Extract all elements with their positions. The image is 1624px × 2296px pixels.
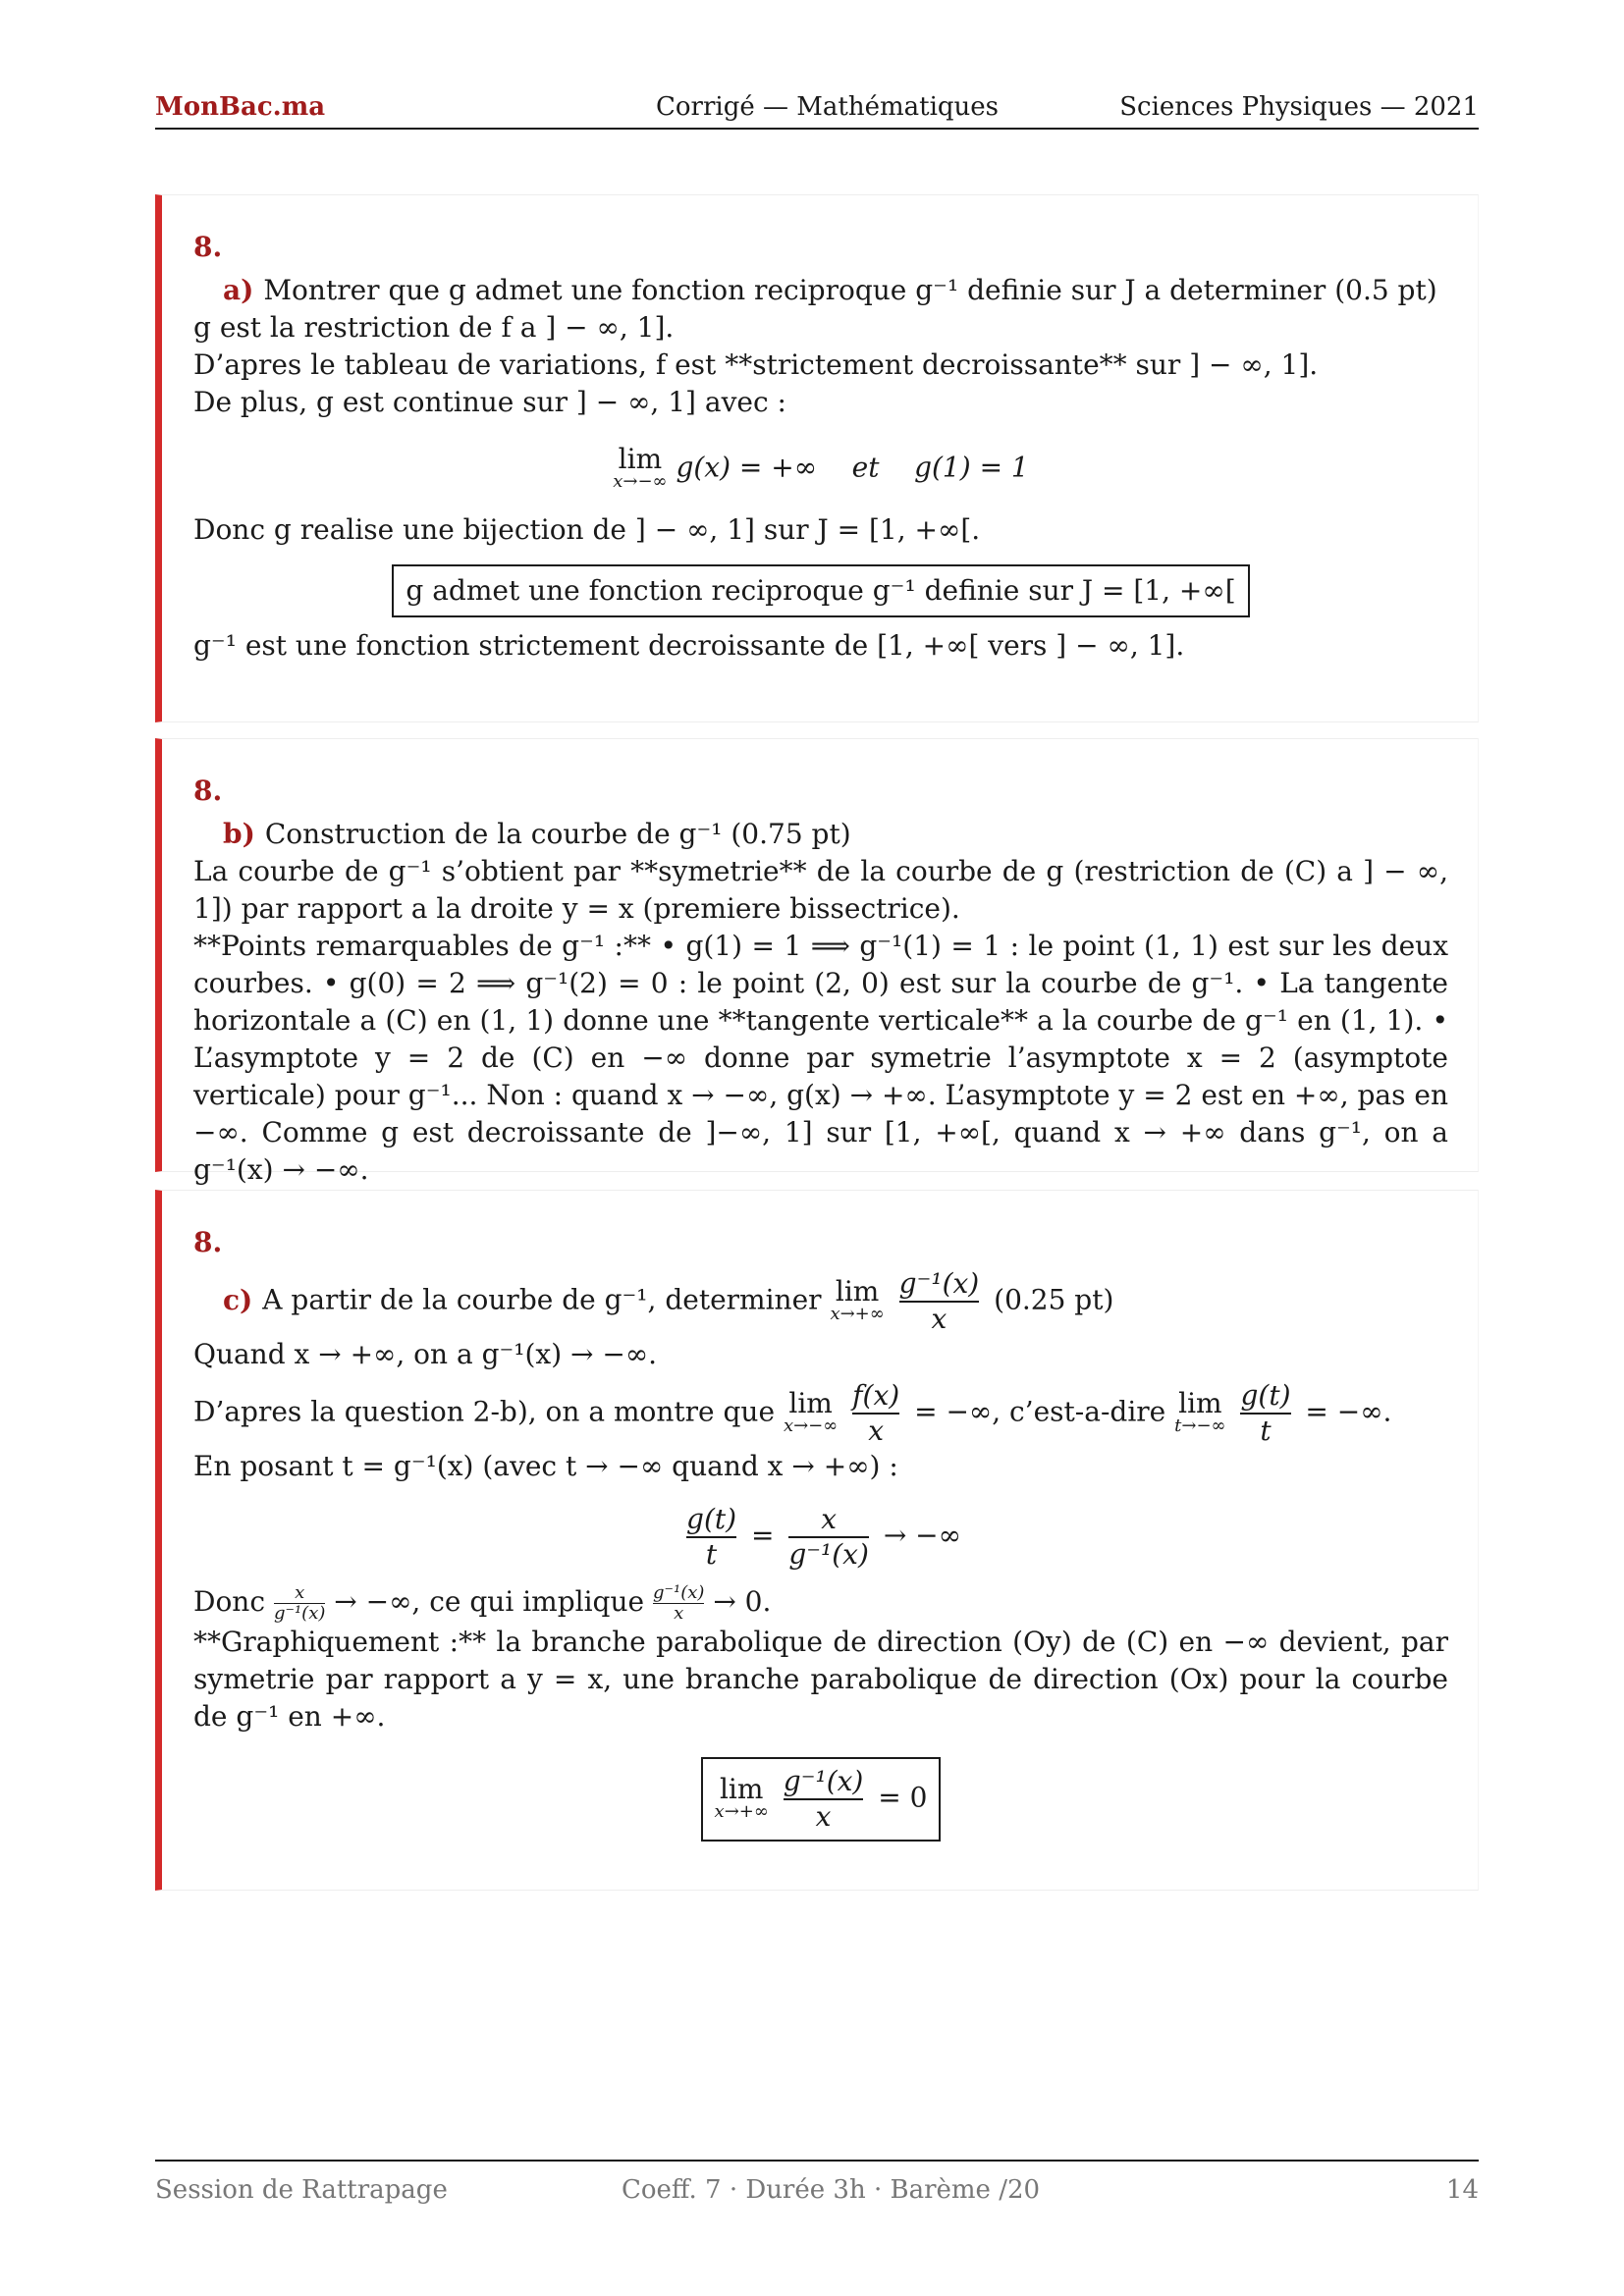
text-line: Quand x → +∞, on a g⁻¹(x) → −∞. bbox=[193, 1338, 658, 1370]
text-line: Donc $\frac{x}{\text{g⁻¹(x)}}$ → −∞, ce qui implique $\frac{\text{g⁻¹(x)}}{x}$ → 0. bbox=[193, 1582, 772, 1624]
text-line: De plus, g est continue sur ] − ∞, 1] avec : bbox=[193, 386, 786, 418]
question-statement: b) Construction de la courbe de g⁻¹ (0.75 pt) bbox=[223, 818, 851, 850]
page-number: 14 bbox=[1445, 2175, 1479, 2205]
text-line: En posant t = g⁻¹(x) (avec t → −∞ quand x → +∞) : bbox=[193, 1450, 898, 1482]
page-header bbox=[155, 90, 1479, 130]
boxed-result: g admet une fonction reciproque g⁻¹ definie sur J = [1, +∞[ bbox=[193, 564, 1448, 617]
text-paragraph: **Points remarquables de g⁻¹ :** • g(1) = 1 ⟹ g⁻¹(1) = 1 : le point (1, 1) est sur les deux courbes. • g(0) = 2 ⟹ g⁻¹(2) = 0 : le point (2, 0) est sur la courbe de g⁻¹. • La tangente horizontale a (C) en (1, 1) donne une **tangente verticale** a la courbe de g⁻¹ en (1, 1). • L’asymptote y = 2 de (C) en −∞ donne par symetrie l’asymptote x = 2 (asymptote verticale) pour g⁻¹... Non : quand x → −∞, g(x) → +∞. L’asymptote y = 2 est en +∞, pas en −∞. Comme g est decroissante de ]−∞, 1] sur [1, +∞[, quand x → +∞ dans g⁻¹, on a g⁻¹(x) → −∞. bbox=[193, 930, 1448, 1186]
text-line: g est la restriction de f a ] − ∞, 1]. bbox=[193, 311, 675, 344]
boxed-result: lim x→+∞ $\frac{\text{g⁻¹(x)}}{x}$ = 0 bbox=[193, 1757, 1448, 1842]
header-exam: Sciences Physiques — 2021 bbox=[1119, 92, 1479, 122]
question-number: 8. bbox=[193, 774, 223, 807]
page-footer bbox=[155, 2160, 1479, 2205]
text-line: g⁻¹ est une fonction strictement decroissante de [1, +∞[ vers ] − ∞, 1]. bbox=[193, 629, 1185, 662]
footer-session: Session de Rattrapage bbox=[155, 2175, 448, 2205]
text-line: D’apres la question 2-b), on a montre que lim x→−∞ $\frac{f(x)}{x}$ = −∞, c’est-a-dire lim t→−∞ $\frac{g(t)}{t}$ = −∞. bbox=[193, 1379, 1392, 1447]
display-equation: lim x→−∞ g(x) = +∞ et g(1) = 1 bbox=[613, 443, 1029, 492]
question-number: 8. bbox=[193, 231, 223, 263]
answer-box-a bbox=[155, 194, 1479, 722]
text-paragraph: La courbe de g⁻¹ s’obtient par **symetrie** de la courbe de g (restriction de (C) a ] − ∞, 1]) par rapport a la droite y = x (premiere bissectrice). bbox=[193, 855, 1448, 925]
answer-box-c bbox=[155, 1190, 1479, 1891]
answer-box-b bbox=[155, 738, 1479, 1186]
brand-logo: MonBac.ma bbox=[155, 92, 326, 122]
text-line: D’apres le tableau de variations, f est **strictement decroissante** sur ] − ∞, 1]. bbox=[193, 348, 1319, 381]
question-number: 8. bbox=[193, 1226, 223, 1258]
question-statement: c) A partir de la courbe de g⁻¹, determiner lim x→+∞ $\frac{\text{g⁻¹(x)}}{x}$ (0.25 pt) bbox=[223, 1267, 1114, 1335]
display-equation: $\frac{g(t)}{t}$ = $\frac{x}{\text{g⁻¹(x)}}$ → −∞ bbox=[686, 1503, 961, 1571]
text-line: Donc g realise une bijection de ] − ∞, 1] sur J = [1, +∞[. bbox=[193, 513, 981, 546]
header-subject: Corrigé — Mathématiques bbox=[656, 92, 1000, 122]
footer-info: Coeff. 7 · Durée 3h · Barème /20 bbox=[622, 2175, 1041, 2205]
question-statement: a) Montrer que g admet une fonction reciproque g⁻¹ definie sur J a determiner (0.5 pt) bbox=[223, 274, 1437, 306]
text-paragraph: **Graphiquement :** la branche parabolique de direction (Oy) de (C) en −∞ devient, par symetrie par rapport a y = x, une branche parabolique de direction (Ox) pour la courbe de g⁻¹ en +∞. bbox=[193, 1626, 1448, 1733]
